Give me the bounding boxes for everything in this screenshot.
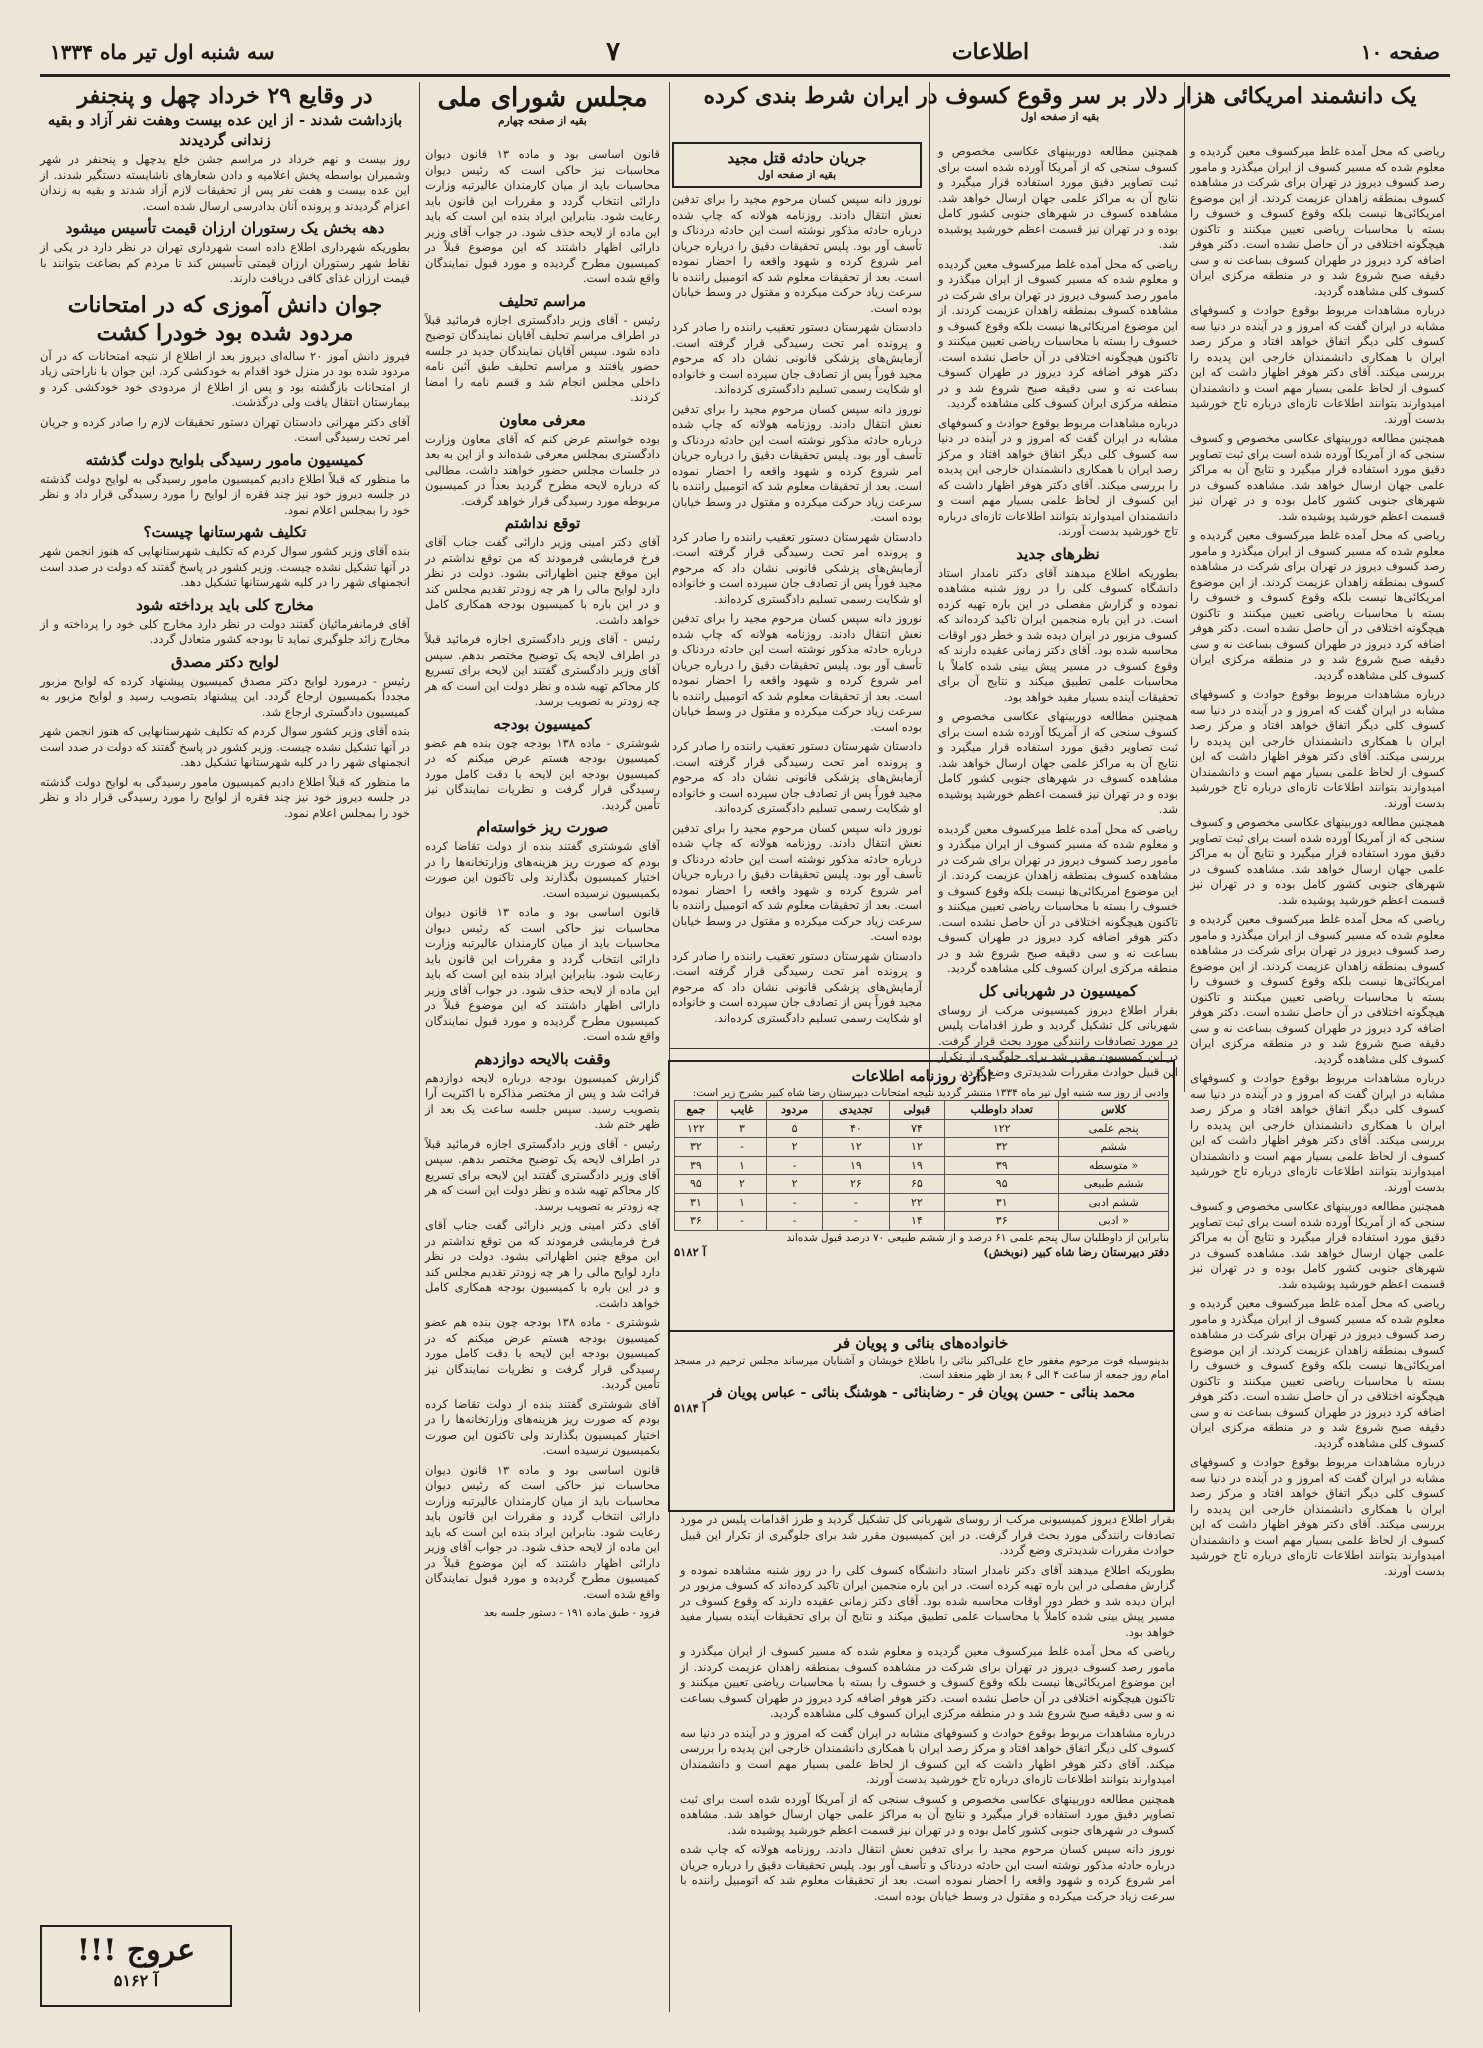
- results-code: آ ۵۱۸۲: [674, 1244, 706, 1259]
- results-header-cell: تجدیدی: [823, 1101, 889, 1120]
- eclipse-body: ریاضی که محل آمده غلط میرکسوف معین گردیده و معلوم شده که مسیر کسوف از ایران میگذرد و مامور رصد کسوف دیروز در تهران برای شرکت در مشاهده کسوف بمنطقه زاهدان عزیمت کردند. از این موضوع امریکائی‌ها نیست بلکه وقوع کسوف و خسوف را بسته با محاسبات ریاضی تعیین میکنند و تاکنون هیچگونه اختلافی در آن حاصل نشده است. دکتر هوفر اضافه کرد دیروز در طهران کسوف بساعت نه و سی دقیقه صبح شروع شد و در منطقه مرکزی ایران کسوف کلی مشاهده گردید.: [1190, 144, 1445, 298]
- page-header: [40, 30, 1450, 77]
- budget-small-body: آقای فرمانفرمائیان گفتند دولت در نظر دارد مخارج کلی خود را پرداخته و از مخارج زائد جلوگیری نماید تا بودجه کشور متعادل گردد.: [40, 616, 410, 646]
- majlis-vote-line: فرود - طبق ماده ۱۹۱ - دستور جلسه بعد: [483, 1607, 660, 1619]
- murder-body: نوروز دانه سپس کسان مرحوم مجید را برای تدفین نعش انتقال دادند. روزنامه هولانه که چاپ شده درباره حادثه مذکور نوشته است این حادثه دردناک و تأسف آور بود. پلیس تحقیقات دقیق را درباره جریان امر شروع کرده و شهود واقعه را احضار نموده است. بعد از تحقیقات معلوم شد که اتومبیل راننده با سرعت زیاد حرکت میکرده و مقتول در وسط خیابان بوده است.: [672, 820, 922, 943]
- results-cell: -: [767, 1193, 823, 1212]
- eclipse-body-3: همچنین مطالعه دوربینهای عکاسی مخصوص و کسوف سنجی که از آمریکا آورده شده است برای ثبت تصاویر دقیق مورد استفاده قرار میگیرد و نتایج آن به مراکز علمی جهان ارسال خواهد شد. مشاهده کسوف در شهرهای جنوبی کشور کامل بوده و در تهران نیز قسمت اعظم خورشید پوشیده شد.: [1190, 815, 1445, 907]
- ad-title: عروج !!!: [76, 1933, 196, 1968]
- eclipse-body-2: درباره مشاهدات مربوط بوقوع حوادث و کسوفهای مشابه در ایران گفت که امروز و در آینده در دنیا سه کسوف کلی دیگر اتفاق خواهد افتاد و مرکز رصد ایران با همکاری دانشمندان خارجی این پدیده را بررسی میکند. آقای دکتر هوفر اظهار داشت که این کسوف از لحاظ علمی بسیار مهم است و دانشمندان امیدوارند بتوانند اطلاعات تازه‌ای درباره تاج خورشید بدست آورند.: [1190, 1071, 1445, 1194]
- decree-body: ما منظور که قبلاً اطلاع دادیم کمیسیون مامور رسیدگی به لوایح دولت گذشته در جلسه دیروز خود نیز چند فقره از لوایح را مورد رسیدگی قرار داد و نظر خود را بمجلس اعلام نمود.: [40, 774, 410, 820]
- results-header-cell: جمع: [675, 1101, 718, 1120]
- results-cell: -: [717, 1138, 766, 1157]
- column-rule: [1184, 82, 1185, 1092]
- results-row: [675, 1138, 1169, 1157]
- murder-heading-box: [672, 142, 922, 188]
- results-cell: ۳۶: [675, 1212, 718, 1231]
- budget-small-heading: مخارج کلی باید برداخته شود: [136, 595, 314, 614]
- column-rule: [929, 82, 930, 1092]
- results-header-row: [675, 1101, 1169, 1120]
- commission-heading: کمیسیون در شهربانی کل: [978, 981, 1138, 1000]
- ad-code: آ ۵۱۶۲: [113, 1971, 159, 1990]
- eclipse-body-2: درباره مشاهدات مربوط بوقوع حوادث و کسوفهای مشابه در ایران گفت که امروز و در آینده در دنیا سه کسوف کلی دیگر اتفاق خواهد افتاد و مرکز رصد ایران با همکاری دانشمندان خارجی این پدیده را بررسی میکند. آقای دکتر هوفر اظهار داشت که این کسوف از لحاظ علمی بسیار مهم است و دانشمندان امیدوارند بتوانند اطلاعات تازه‌ای درباره تاج خورشید بدست آورند.: [1190, 303, 1445, 426]
- eclipse-body: ریاضی که محل آمده غلط میرکسوف معین گردیده و معلوم شده که مسیر کسوف از ایران میگذرد و مامور رصد کسوف دیروز در تهران برای شرکت در مشاهده کسوف بمنطقه زاهدان عزیمت کردند. از این موضوع امریکائی‌ها نیست بلکه وقوع کسوف و خسوف را بسته با محاسبات ریاضی تعیین میکنند و تاکنون هیچگونه اختلافی در آن حاصل نشده است. دکتر هوفر اضافه کرد دیروز در طهران کسوف بساعت نه و سی دقیقه صبح شروع شد و در منطقه مرکزی ایران کسوف کلی مشاهده گردید.: [1190, 528, 1445, 682]
- eclipse-body-2: درباره مشاهدات مربوط بوقوع حوادث و کسوفهای مشابه در ایران گفت که امروز و در آینده در دنیا سه کسوف کلی دیگر اتفاق خواهد افتاد و مرکز رصد ایران با همکاری دانشمندان خارجی این پدیده را بررسی میکند. آقای دکتر هوفر اظهار داشت که این کسوف از لحاظ علمی بسیار مهم است و دانشمندان امیدوارند بتوانند اطلاعات تازه‌ای درباره تاج خورشید بدست آورند.: [1190, 687, 1445, 810]
- budget-body: شوشتری - ماده ۱۳۸ بودجه چون بنده هم عضو کمیسیون بودجه هستم عرض میکنم که در کمیسیون بودجه این لایحه با دقت کامل مورد رسیدگی قرار گرفت و نظریات نمایندگان نیز تأمین گردید.: [425, 735, 660, 812]
- results-cell: ۱: [717, 1156, 766, 1175]
- results-cell: ششم: [1059, 1138, 1169, 1157]
- eclipse-body-3: همچنین مطالعه دوربینهای عکاسی مخصوص و کسوف سنجی که از آمریکا آورده شده است برای ثبت تصاویر دقیق مورد استفاده قرار میگیرد و نتایج آن به مراکز علمی جهان ارسال خواهد شد. مشاهده کسوف در شهرهای جنوبی کشور کامل بوده و در تهران نیز قسمت اعظم خورشید پوشیده شد.: [938, 144, 1178, 251]
- eclipse-continued: بقیه از صفحه اول: [1020, 111, 1100, 123]
- results-signature: دفتر دبیرستان رضا شاه کبیر (نوبخش): [983, 1244, 1169, 1259]
- ceremony-body: رئیس - آقای وزیر دادگستری اجازه فرمائید قبلاً در اطراف مراسم تحلیف آقایان نمایندگان توضیح داده شود. سپس آقایان نمایندگان جدید در جلسه حضور یافتند و مراسم تحلیف طبق آئین نامه داخلی مجلس انجام شد و قسم نامه را امضا کردند.: [425, 312, 660, 404]
- results-cell: -: [823, 1212, 889, 1231]
- results-header-cell: کلاس: [1059, 1101, 1169, 1120]
- results-box: [668, 1060, 1175, 1332]
- budget-body: شوشتری - ماده ۱۳۸ بودجه چون بنده هم عضو کمیسیون بودجه هستم عرض میکنم که در کمیسیون بودجه این لایحه با دقت کامل مورد رسیدگی قرار گرفت و نظریات نمایندگان نیز تأمین گردید.: [425, 1315, 660, 1391]
- eclipse-body-3: همچنین مطالعه دوربینهای عکاسی مخصوص و کسوف سنجی که از آمریکا آورده شده است برای ثبت تصاویر دقیق مورد استفاده قرار میگیرد و نتایج آن به مراکز علمی جهان ارسال خواهد شد. مشاهده کسوف در شهرهای جنوبی کشور کامل بوده و در تهران نیز قسمت اعظم خورشید پوشیده شد.: [680, 1791, 1175, 1837]
- commission-body: بقرار اطلاع دیروز کمیسیونی مرکب از روسای شهربانی کل تشکیل گردید و طرز اقدامات پلیس در مورد تصادفات رانندگی مورد بحث قرار گرفت. در این کمیسیون مقرر شد برای جلوگیری از تکرار این قبیل حوادث مقررات شدیدتری وضع گردد.: [938, 1002, 1178, 1079]
- results-cell: ۳: [717, 1119, 766, 1138]
- eclipse-body: ریاضی که محل آمده غلط میرکسوف معین گردیده و معلوم شده که مسیر کسوف از ایران میگذرد و مامور رصد کسوف دیروز در تهران برای شرکت در مشاهده کسوف بمنطقه زاهدان عزیمت کردند. از این موضوع امریکائی‌ها نیست بلکه وقوع کسوف و خسوف را بسته با محاسبات ریاضی تعیین میکنند و تاکنون هیچگونه اختلافی در آن حاصل نشده است. دکتر هوفر اضافه کرد دیروز در طهران کسوف بساعت نه و سی دقیقه صبح شروع شد و در منطقه مرکزی ایران کسوف کلی مشاهده گردید.: [1190, 1296, 1445, 1450]
- protest-body: آقای شوشتری گفتند بنده از دولت تقاضا کرده بودم که صورت ریز هزینه‌های وزارتخانه‌ها را در اختیار کمیسیون بگذارند ولی تاکنون این صورت بکمیسیون نرسیده است.: [425, 839, 660, 900]
- results-cell: ششم ادبی: [1059, 1193, 1169, 1212]
- results-cell: -: [767, 1212, 823, 1231]
- murder-heading: جریان حادثه قتل مجید: [727, 149, 867, 167]
- results-cell: ۳۹: [945, 1156, 1059, 1175]
- left-column: [40, 82, 410, 2022]
- results-cell: ۱۹: [823, 1156, 889, 1175]
- left-body: روز بیست و نهم خرداد در مراسم جشن خلع یدچهل و پنجنفر در شهر وشمیران بواسطه پخش اعلامیه و دادن شعارهای ناشایسته دستگیر شدند. از این عده بیست و هفت نفر پس از تحقیقات لازم آزاد شدند و بقیه به زندان اعزام گردیدند و پرونده آنان بدادرسی ارسال شده است.: [40, 152, 410, 213]
- eclipse-body: ریاضی که محل آمده غلط میرکسوف معین گردیده و معلوم شده که مسیر کسوف از ایران میگذرد و مامور رصد کسوف دیروز در تهران برای شرکت در مشاهده کسوف بمنطقه زاهدان عزیمت کردند. از این موضوع امریکائی‌ها نیست بلکه وقوع کسوف و خسوف را بسته با محاسبات ریاضی تعیین میکنند و تاکنون هیچگونه اختلافی در آن حاصل نشده است. دکتر هوفر اضافه کرد دیروز در طهران کسوف بساعت نه و سی دقیقه صبح شروع شد و در منطقه مرکزی ایران کسوف کلی مشاهده گردید.: [938, 256, 1178, 410]
- results-cell: ۳۲: [675, 1138, 718, 1157]
- newspaper-name: اطلاعات: [951, 39, 1030, 65]
- results-title: اداره روزنامه اطلاعات: [851, 1067, 992, 1085]
- approval-heading: وقفت بالایحه دوازدهم: [474, 1049, 611, 1068]
- results-row: [675, 1193, 1169, 1212]
- exam-body-2: آقای دکتر مهرانی دادستان تهران دستور تحقیقات لازم را صادر کرده و جریان امر تحت رسیدگی است.: [40, 414, 410, 444]
- halt-body: آقای دکتر امینی وزیر دارائی گفت جناب آقای فرخ فرمایشی فرمودند که من توقع نداشتم در این موقع چنین اظهاراتی بشود. دولت در نظر دارد لوایح مالی را هر چه زودتر تقدیم مجلس کند و در این باره با کمیسیون بودجه همکاری کامل خواهد داشت.: [425, 535, 660, 627]
- issue-number: ۷: [606, 37, 621, 67]
- murder-body-2: دادستان شهرستان دستور تعقیب راننده را صادر کرد و پرونده امر تحت رسیدگی قرار گرفته است. آزمایش‌های پزشکی قانونی نشان داد که مرحوم مجید فوراً پس از تصادف جان سپرده است و خانواده او شکایت رسمی تسلیم دادگستری کرده‌اند.: [672, 739, 922, 815]
- eclipse-headline-block: [670, 82, 1450, 142]
- results-cell: ششم طبیعی: [1059, 1175, 1169, 1194]
- restaurant-heading: دهه بخش یک رستوران ارزان قیمت تأسیس میشود: [65, 219, 385, 237]
- results-table: [674, 1100, 1169, 1231]
- results-header-cell: تعداد داوطلب: [945, 1101, 1059, 1120]
- intro-body: بوده خواستم عرض کنم که آقای معاون وزارت دادگستری بمجلس معرفی شده‌اند و از این به بعد در جلسات مجلس حضور خواهند داشت. مطالبی که درباره لایحه مطرح گردید بعداً در کمیسیون مربوطه مورد رسیدگی قرار خواهد گرفت.: [425, 431, 660, 508]
- results-cell: -: [823, 1193, 889, 1212]
- halt-body: آقای دکتر امینی وزیر دارائی گفت جناب آقای فرخ فرمایشی فرمودند که من توقع نداشتم در این موقع چنین اظهاراتی بشود. دولت در نظر دارد لوایح مالی را هر چه زودتر تقدیم مجلس کند و در این باره با کمیسیون بودجه همکاری کامل خواهد داشت.: [425, 1218, 660, 1310]
- results-cell: ۵: [767, 1119, 823, 1138]
- new-views-body: بطوریکه اطلاع میدهند آقای دکتر نامدار استاد دانشگاه کسوف کلی را در روز شنبه مشاهده نموده و گزارش مفصلی در این باره تهیه کرده است. در این باره منجمین ایران تاکید کرده‌اند که کسوف مزبور در ایران دیده شد و خطر دور اوقات محاسبه شده بود. آقای دکتر زمانی عقیده دارند که وقوع کسوف در مسیر پیش بینی شده کاملاً با محاسبات علمی تطبیق میکند و نتایج آن برای تحقیقات آینده بسیار مفید خواهد بود.: [938, 565, 1178, 704]
- results-cell: ۳۶: [945, 1212, 1059, 1231]
- left-headline: در وقایع ۲۹ خرداد چهل و پنجنفر: [77, 83, 373, 109]
- results-cell: ۹۵: [675, 1175, 718, 1194]
- eclipse-body: ریاضی که محل آمده غلط میرکسوف معین گردیده و معلوم شده که مسیر کسوف از ایران میگذرد و مامور رصد کسوف دیروز در تهران برای شرکت در مشاهده کسوف بمنطقه زاهدان عزیمت کردند. از این موضوع امریکائی‌ها نیست بلکه وقوع کسوف و خسوف را بسته با محاسبات ریاضی تعیین میکنند و تاکنون هیچگونه اختلافی در آن حاصل نشده است. دکتر هوفر اضافه کرد دیروز در طهران کسوف بساعت نه و سی دقیقه صبح شروع شد و در منطقه مرکزی ایران کسوف کلی مشاهده گردید.: [938, 821, 1178, 975]
- murder-body: نوروز دانه سپس کسان مرحوم مجید را برای تدفین نعش انتقال دادند. روزنامه هولانه که چاپ شده درباره حادثه مذکور نوشته است این حادثه دردناک و تأسف آور بود. پلیس تحقیقات دقیق را درباره جریان امر شروع کرده و شهود واقعه را احضار نموده است. بعد از تحقیقات معلوم شد که اتومبیل راننده با سرعت زیاد حرکت میکرده و مقتول در وسط خیابان بوده است.: [672, 192, 922, 315]
- section-divider: [670, 1048, 1178, 1049]
- majlis-body: قانون اساسی بود و ماده ۱۳ قانون دیوان محاسبات نیز حاکی است که رئیس دیوان محاسبات باید از میان کارمندان عالیرتبه وزارت دارائی انتخاب گردد و مقررات این قانون باید رعایت شود. بنابراین ایراد بنده این است که باید این ماده از لایحه حذف شود. در جواب آقای وزیر دارائی اظهار داشتند که این موضوع قبلاً در کمیسیون مطرح گردیده و مورد قبول نمایندگان واقع شده است.: [425, 1462, 660, 1601]
- qa-heading: تکلیف شهرستانها چیست؟: [143, 523, 307, 541]
- results-cell: ۳۱: [675, 1193, 718, 1212]
- murder-body: نوروز دانه سپس کسان مرحوم مجید را برای تدفین نعش انتقال دادند. روزنامه هولانه که چاپ شده درباره حادثه مذکور نوشته است این حادثه دردناک و تأسف آور بود. پلیس تحقیقات دقیق را درباره جریان امر شروع کرده و شهود واقعه را احضار نموده است. بعد از تحقیقات معلوم شد که اتومبیل راننده با سرعت زیاد حرکت میکرده و مقتول در وسط خیابان بوده است.: [680, 1842, 1175, 1903]
- budget-heading: کمیسیون بودجه: [493, 714, 592, 733]
- results-cell: ۱۲: [823, 1138, 889, 1157]
- results-header-cell: غایب: [717, 1101, 766, 1120]
- decree-body: ما منظور که قبلاً اطلاع دادیم کمیسیون مامور رسیدگی به لوایح دولت گذشته در جلسه دیروز خود نیز چند فقره از لوایح را مورد رسیدگی قرار داد و نظر خود را بمجلس اعلام نمود.: [40, 471, 410, 517]
- protest-heading: صورت ریز خواسته‌ام: [476, 818, 609, 836]
- results-cell: ۳۲: [945, 1138, 1059, 1157]
- eclipse-col-2: [938, 142, 1178, 1079]
- results-row: [675, 1156, 1169, 1175]
- majlis-headline: مجلس شورای ملی: [437, 83, 648, 113]
- results-cell: ۳۹: [675, 1156, 718, 1175]
- condolence-body: بدینوسیله فوت مرحوم مغفور حاج علی‌اکبر بنائی را باطلاع خویشان و آشنایان میرساند مجلس ترحیم در مسجد امام روز جمعه از ساعت ۴ الی ۶ بعد از ظهر منعقد است.: [674, 1354, 1169, 1381]
- ceremony-heading: مراسم تحلیف: [498, 291, 587, 310]
- results-row: [675, 1212, 1169, 1231]
- results-header-cell: قبولی: [889, 1101, 945, 1120]
- results-cell: ۴۰: [823, 1119, 889, 1138]
- exam-body: فیروز دانش آموز ۲۰ ساله‌ای دیروز بعد از اطلاع از نتیجه امتحانات که در آن مردود شده بود در منزل خود اقدام به خودکشی کرد. این جوان با ناراحتی زیاد از امتحانات بازگشته بود و پس از اطلاع از مردودی خود خودکشی کرد و بیمارستان انتقال یافت ولی درگذشت.: [40, 348, 410, 409]
- restaurant-body: بطوریکه شهرداری اطلاع داده است شهرداری تهران در نظر دارد در یکی از نقاط شهر رستوران ارزان قیمتی تأسیس کند تا مردم کم بضاعت بتوانند با قیمت ارزان غذای کافی دریافت دارند.: [40, 240, 410, 285]
- approval-body: گزارش کمیسیون بودجه درباره لایحه دوازدهم قرائت شد و پس از مختصر مذاکره با اکثریت آرا بتصویب رسید. سپس جلسه ساعت یک بعد از ظهر ختم شد.: [425, 1070, 660, 1131]
- intro-heading: معرفی معاون: [499, 410, 586, 429]
- mossadegh-heading: لوایح دکتر مصدق: [171, 652, 279, 671]
- results-cell: « ادبی: [1059, 1212, 1169, 1231]
- murder-body-2: دادستان شهرستان دستور تعقیب راننده را صادر کرد و پرونده امر تحت رسیدگی قرار گرفته است. آزمایش‌های پزشکی قانونی نشان داد که مرحوم مجید فوراً پس از تصادف جان سپرده است و خانواده او شکایت رسمی تسلیم دادگستری کرده‌اند.: [672, 320, 922, 396]
- majlis-headline-block: [425, 82, 660, 142]
- results-cell: ۱۲۲: [675, 1119, 718, 1138]
- results-cell: ۶۵: [889, 1175, 945, 1194]
- eclipse-body: ریاضی که محل آمده غلط میرکسوف معین گردیده و معلوم شده که مسیر کسوف از ایران میگذرد و مامور رصد کسوف دیروز در تهران برای شرکت در مشاهده کسوف بمنطقه زاهدان عزیمت کردند. از این موضوع امریکائی‌ها نیست بلکه وقوع کسوف و خسوف را بسته با محاسبات ریاضی تعیین میکنند و تاکنون هیچگونه اختلافی در آن حاصل نشده است. دکتر هوفر اضافه کرد دیروز در طهران کسوف بساعت نه و سی دقیقه صبح شروع شد و در منطقه مرکزی ایران کسوف کلی مشاهده گردید.: [1190, 912, 1445, 1066]
- results-sign-row: [674, 1245, 1169, 1261]
- results-row: [675, 1119, 1169, 1138]
- results-cell: ۲: [717, 1175, 766, 1194]
- majlis-body-2: رئیس - آقای وزیر دادگستری اجازه فرمائید قبلاً در اطراف لایحه یک توضیح مختصر بدهم. سپس آقای وزیر دادگستری گفتند این لایحه برای تسریع کار محاکم تهیه شده و نظر دولت این است که هر چه زودتر به تصویب برسد.: [425, 632, 660, 708]
- murder-body: نوروز دانه سپس کسان مرحوم مجید را برای تدفین نعش انتقال دادند. روزنامه هولانه که چاپ شده درباره حادثه مذکور نوشته است این حادثه دردناک و تأسف آور بود. پلیس تحقیقات دقیق را درباره جریان امر شروع کرده و شهود واقعه را احضار نموده است. بعد از تحقیقات معلوم شد که اتومبیل راننده با سرعت زیاد حرکت میکرده و مقتول در وسط خیابان بوده است.: [672, 401, 922, 524]
- mossadegh-body: رئیس - درمورد لوایح دکتر مصدق کمیسیون پیشنهاد کرده که لوایح مزبور مجدداً بکمیسیون ارجاع گردد. این پیشنهاد بتصویب رسید و لوایح مزبور به کمیسیون دادگستری ارجاع شد.: [40, 673, 410, 719]
- murder-continued: بقیه از صفحه اول: [757, 169, 837, 181]
- results-cell: ۲: [767, 1175, 823, 1194]
- eclipse-body-3: همچنین مطالعه دوربینهای عکاسی مخصوص و کسوف سنجی که از آمریکا آورده شده است برای ثبت تصاویر دقیق مورد استفاده قرار میگیرد و نتایج آن به مراکز علمی جهان ارسال خواهد شد. مشاهده کسوف در شهرهای جنوبی کشور کامل بوده و در تهران نیز قسمت اعظم خورشید پوشیده شد.: [1190, 431, 1445, 523]
- majlis-body: قانون اساسی بود و ماده ۱۳ قانون دیوان محاسبات نیز حاکی است که رئیس دیوان محاسبات باید از میان کارمندان عالیرتبه وزارت دارائی انتخاب گردد و مقررات این قانون باید رعایت شود. بنابراین ایراد بنده این است که باید این ماده از لایحه حذف شود. در جواب آقای وزیر دارائی اظهار داشتند که این موضوع قبلاً در کمیسیون مطرح گردیده و مورد قبول نمایندگان واقع شده است.: [425, 905, 660, 1043]
- murder-body-2: دادستان شهرستان دستور تعقیب راننده را صادر کرد و پرونده امر تحت رسیدگی قرار گرفته است. آزمایش‌های پزشکی قانونی نشان داد که مرحوم مجید فوراً پس از تصادف جان سپرده است و خانواده او شکایت رسمی تسلیم دادگستری کرده‌اند.: [672, 529, 922, 606]
- decree-heading: کمیسیون مامور رسیدگی بلوایح دولت گذشته: [85, 450, 365, 469]
- results-footer: بنابراین از داوطلبان سال پنجم علمی ۶۱ درصد و از ششم طبیعی ۷۰ درصد قبول شده‌اند: [786, 1231, 1169, 1244]
- majlis-col-1: [425, 145, 660, 2020]
- page-number: صفحه ۱۰: [1360, 40, 1440, 64]
- majlis-continued: بقیه از صفحه چهارم: [498, 115, 587, 127]
- results-cell: ۳۱: [945, 1193, 1059, 1212]
- results-intro: وادبی از روز سه شنبه اول تیر ماه ۱۳۳۴ منتشر گردید نتیجه امتحانات دبیرستان رضا شاه کبیر بشرح زیر است:: [692, 1087, 1169, 1099]
- results-cell: ۲۶: [823, 1175, 889, 1194]
- results-cell: ۱۴: [889, 1212, 945, 1231]
- commission-body: بقرار اطلاع دیروز کمیسیونی مرکب از روسای شهربانی کل تشکیل گردید و طرز اقدامات پلیس در مورد تصادفات رانندگی مورد بحث قرار گرفت. در این کمیسیون مقرر شد برای جلوگیری از تکرار این قبیل حوادث مقررات شدیدتری وضع گردد.: [680, 1512, 1175, 1557]
- eclipse-body-2: درباره مشاهدات مربوط بوقوع حوادث و کسوفهای مشابه در ایران گفت که امروز و در آینده در دنیا سه کسوف کلی دیگر اتفاق خواهد افتاد و مرکز رصد ایران با همکاری دانشمندان خارجی این پدیده را بررسی میکند. آقای دکتر هوفر اظهار داشت که این کسوف از لحاظ علمی بسیار مهم است و دانشمندان امیدوارند بتوانند اطلاعات تازه‌ای درباره تاج خورشید بدست آورند.: [938, 415, 1178, 538]
- ad-box: [40, 1925, 232, 2007]
- eclipse-body-2: درباره مشاهدات مربوط بوقوع حوادث و کسوفهای مشابه در ایران گفت که امروز و در آینده در دنیا سه کسوف کلی دیگر اتفاق خواهد افتاد و مرکز رصد ایران با همکاری دانشمندان خارجی این پدیده را بررسی میکند. آقای دکتر هوفر اظهار داشت که این کسوف از لحاظ علمی بسیار مهم است و دانشمندان امیدوارند بتوانند اطلاعات تازه‌ای درباره تاج خورشید بدست آورند.: [1190, 1455, 1445, 1578]
- results-cell: پنجم علمی: [1059, 1119, 1169, 1138]
- column-rule: [419, 82, 420, 2012]
- results-cell: ۱۲۲: [945, 1119, 1059, 1138]
- eclipse-col-3: [672, 142, 922, 1042]
- eclipse-body: ریاضی که محل آمده غلط میرکسوف معین گردیده و معلوم شده که مسیر کسوف از ایران میگذرد و مامور رصد کسوف دیروز در تهران برای شرکت در مشاهده کسوف بمنطقه زاهدان عزیمت کردند. از این موضوع امریکائی‌ها نیست بلکه وقوع کسوف و خسوف را بسته با محاسبات ریاضی تعیین میکنند و تاکنون هیچگونه اختلافی در آن حاصل نشده است. دکتر هوفر اضافه کرد دیروز در طهران کسوف بساعت نه و سی دقیقه صبح شروع شد و در منطقه مرکزی ایران کسوف کلی مشاهده گردید.: [680, 1644, 1175, 1720]
- qa-body: بنده آقای وزیر کشور سوال کردم که تکلیف شهرستانهایی که هنوز انجمن شهر در آنها تشکیل نشده چیست. وزیر کشور در پاسخ گفتند که دولت در صدد است انجمنهای شهر را در کلیه شهرستانها تشکیل دهد.: [40, 724, 410, 769]
- left-subheadline: بازداشت شدند - از این عده بیست وهفت نفر آزاد و بقیه زندانی گردیدند: [47, 111, 403, 149]
- newspaper-page: [40, 30, 1450, 2030]
- eclipse-body-2: درباره مشاهدات مربوط بوقوع حوادث و کسوفهای مشابه در ایران گفت که امروز و در آینده در دنیا سه کسوف کلی دیگر اتفاق خواهد افتاد و مرکز رصد ایران با همکاری دانشمندان خارجی این پدیده را بررسی میکند. آقای دکتر هوفر اظهار داشت که این کسوف از لحاظ علمی بسیار مهم است و دانشمندان امیدوارند بتوانند اطلاعات تازه‌ای درباره تاج خورشید بدست آورند.: [680, 1725, 1175, 1786]
- results-header-cell: مردود: [767, 1101, 823, 1120]
- results-cell: -: [767, 1156, 823, 1175]
- results-cell: ۹۵: [945, 1175, 1059, 1194]
- condolence-names: محمد بنائی - حسن پویان فر - رضابنائی - هوشنگ بنائی - عباس پویان فر: [707, 1384, 1136, 1401]
- exam-heading: جوان دانش آموزی که در امتحانات مردود شده بود خودرا کشت: [67, 291, 383, 346]
- condolence-title: خانواده‌های بنائی و پویان فر: [834, 1334, 1009, 1352]
- condolence-code: آ ۵۱۸۴: [674, 1401, 706, 1415]
- eclipse-body-3: همچنین مطالعه دوربینهای عکاسی مخصوص و کسوف سنجی که از آمریکا آورده شده است برای ثبت تصاویر دقیق مورد استفاده قرار میگیرد و نتایج آن به مراکز علمی جهان ارسال خواهد شد. مشاهده کسوف در شهرهای جنوبی کشور کامل بوده و در تهران نیز قسمت اعظم خورشید پوشیده شد.: [1190, 1199, 1445, 1291]
- results-cell: ۲۲: [889, 1193, 945, 1212]
- issue-date: سه شنبه اول تیر ماه ۱۳۳۴: [50, 40, 275, 64]
- eclipse-continuation: [680, 1510, 1175, 2020]
- results-cell: ۱۲: [889, 1138, 945, 1157]
- results-row: [675, 1175, 1169, 1194]
- eclipse-body-3: همچنین مطالعه دوربینهای عکاسی مخصوص و کسوف سنجی که از آمریکا آورده شده است برای ثبت تصاویر دقیق مورد استفاده قرار میگیرد و نتایج آن به مراکز علمی جهان ارسال خواهد شد. مشاهده کسوف در شهرهای جنوبی کشور کامل بوده و در تهران نیز قسمت اعظم خورشید پوشیده شد.: [938, 709, 1178, 816]
- eclipse-headline: یک دانشمند امریکائی هزار دلار بر سر وقوع کسوف در ایران شرط بندی کرده: [703, 83, 1417, 109]
- eclipse-col-1: [1190, 142, 1445, 2022]
- murder-body: نوروز دانه سپس کسان مرحوم مجید را برای تدفین نعش انتقال دادند. روزنامه هولانه که چاپ شده درباره حادثه مذکور نوشته است این حادثه دردناک و تأسف آور بود. پلیس تحقیقات دقیق را درباره جریان امر شروع کرده و شهود واقعه را احضار نموده است. بعد از تحقیقات معلوم شد که اتومبیل راننده با سرعت زیاد حرکت میکرده و مقتول در وسط خیابان بوده است.: [672, 611, 922, 734]
- results-cell: ۱۹: [889, 1156, 945, 1175]
- protest-body: آقای شوشتری گفتند بنده از دولت تقاضا کرده بودم که صورت ریز هزینه‌های وزارتخانه‌ها را در اختیار کمیسیون بگذارند ولی تاکنون این صورت بکمیسیون نرسیده است.: [425, 1396, 660, 1457]
- halt-heading: توقع نداشتم: [504, 514, 581, 532]
- results-cell: ۱: [717, 1193, 766, 1212]
- new-views-heading: نظرهای جدید: [1016, 544, 1100, 563]
- qa-body: بنده آقای وزیر کشور سوال کردم که تکلیف شهرستانهایی که هنوز انجمن شهر در آنها تشکیل نشده چیست. وزیر کشور در پاسخ گفتند که دولت در صدد است انجمنهای شهر را در کلیه شهرستانها تشکیل دهد.: [40, 544, 410, 589]
- results-cell: ۲: [767, 1138, 823, 1157]
- majlis-body: قانون اساسی بود و ماده ۱۳ قانون دیوان محاسبات نیز حاکی است که رئیس دیوان محاسبات باید از میان کارمندان عالیرتبه وزارت دارائی انتخاب گردد و مقررات این قانون باید رعایت شود. بنابراین ایراد بنده این است که باید این ماده از لایحه حذف شود. در جواب آقای وزیر دارائی اظهار داشتند که این موضوع قبلاً در کمیسیون مطرح گردیده و مورد قبول نمایندگان واقع شده است.: [425, 147, 660, 285]
- results-body: [675, 1119, 1169, 1230]
- column-rule: [669, 82, 670, 2012]
- condolence-ad: [668, 1330, 1175, 1512]
- results-cell: « متوسطه: [1059, 1156, 1169, 1175]
- murder-body-2: دادستان شهرستان دستور تعقیب راننده را صادر کرد و پرونده امر تحت رسیدگی قرار گرفته است. آزمایش‌های پزشکی قانونی نشان داد که مرحوم مجید فوراً پس از تصادف جان سپرده است و خانواده او شکایت رسمی تسلیم دادگستری کرده‌اند.: [672, 948, 922, 1025]
- new-views-body: بطوریکه اطلاع میدهند آقای دکتر نامدار استاد دانشگاه کسوف کلی را در روز شنبه مشاهده نموده و گزارش مفصلی در این باره تهیه کرده است. در این باره منجمین ایران تاکید کرده‌اند که کسوف مزبور در ایران دیده شد و خطر دور اوقات محاسبه شده بود. آقای دکتر زمانی عقیده دارند که وقوع کسوف در مسیر پیش بینی شده کاملاً با محاسبات علمی تطبیق میکند و نتایج آن برای تحقیقات آینده بسیار مفید خواهد بود.: [680, 1562, 1175, 1639]
- majlis-body-2: رئیس - آقای وزیر دادگستری اجازه فرمائید قبلاً در اطراف لایحه یک توضیح مختصر بدهم. سپس آقای وزیر دادگستری گفتند این لایحه برای تسریع کار محاکم تهیه شده و نظر دولت این است که هر چه زودتر به تصویب برسد.: [425, 1136, 660, 1213]
- results-cell: -: [717, 1212, 766, 1231]
- results-cell: ۷۴: [889, 1119, 945, 1138]
